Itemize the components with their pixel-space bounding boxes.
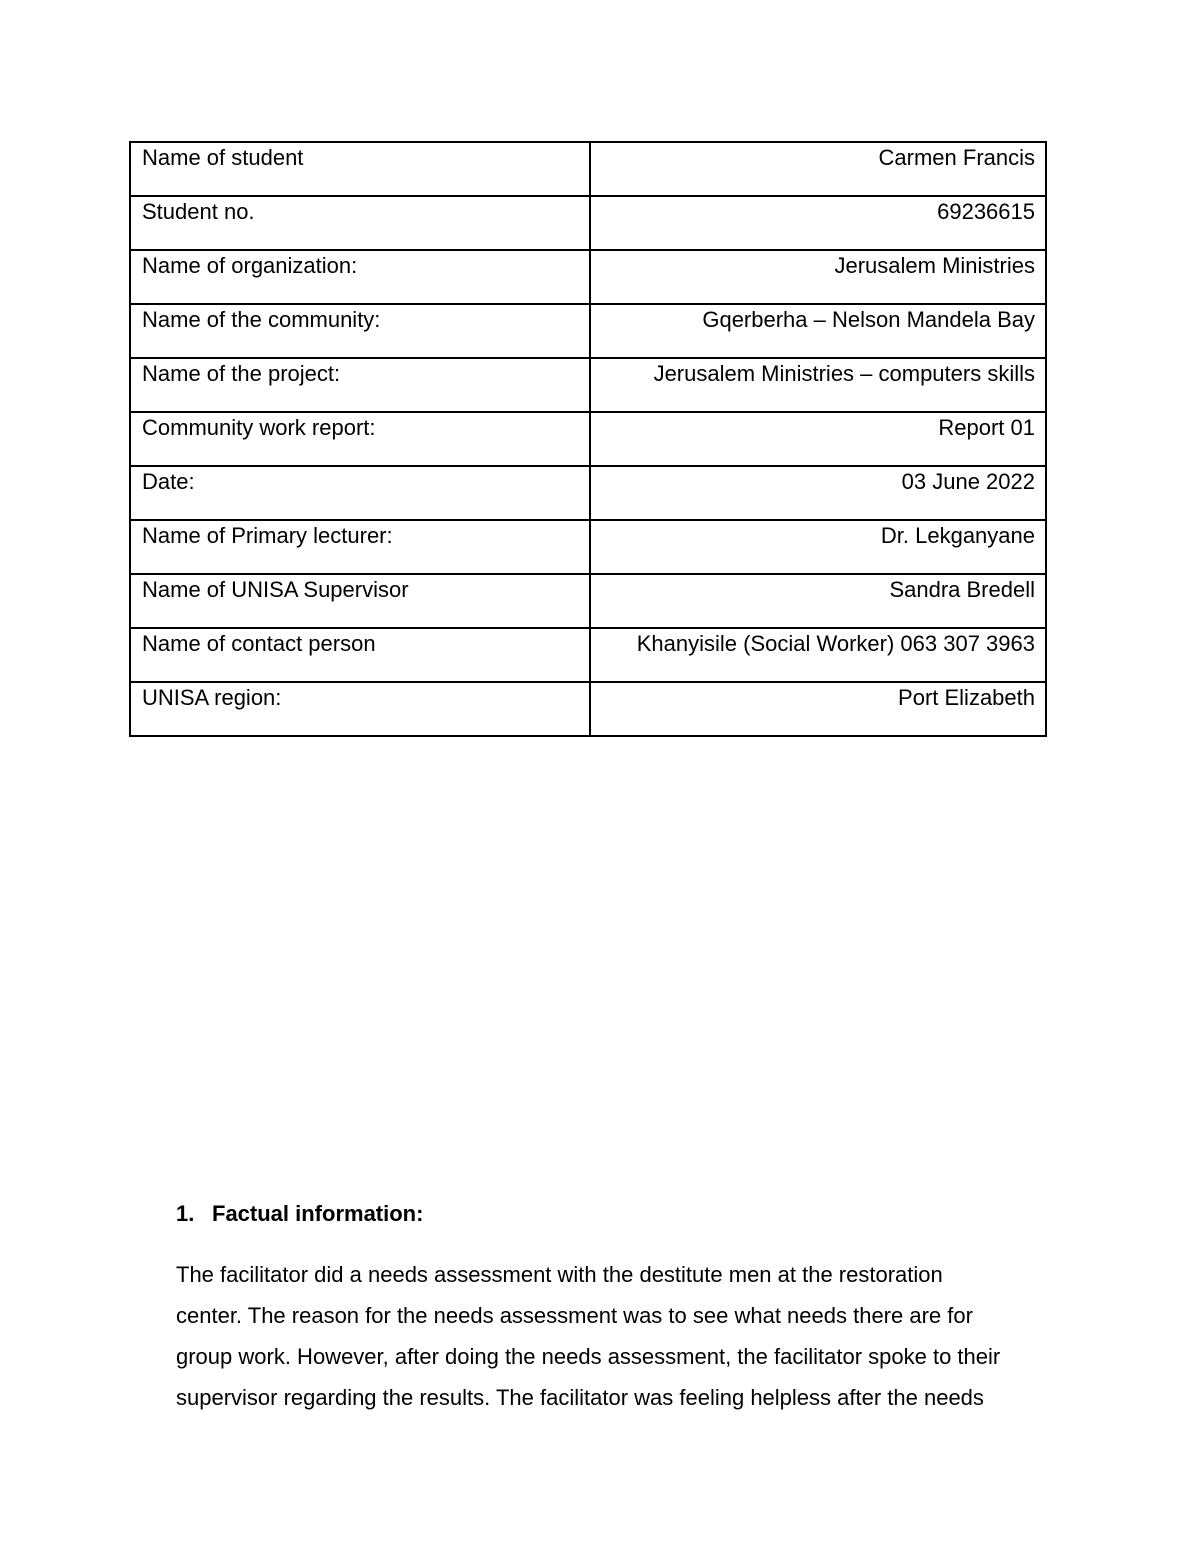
row-value: 69236615	[590, 196, 1046, 250]
section-title: Factual information:	[212, 1201, 424, 1226]
body-line: supervisor regarding the results. The facilitator was feeling helpless after the needs	[176, 1385, 984, 1410]
row-label: Community work report:	[130, 412, 590, 466]
table-row	[130, 250, 1046, 304]
section-number: 1.	[176, 1201, 195, 1226]
row-label: Name of contact person	[130, 628, 590, 682]
body-line: The facilitator did a needs assessment with the destitute men at the restoration	[176, 1262, 943, 1287]
row-label: UNISA region:	[130, 682, 590, 736]
row-value: Port Elizabeth	[590, 682, 1046, 736]
section-body	[176, 1254, 1066, 1418]
table-row	[130, 142, 1046, 196]
row-value: Khanyisile (Social Worker) 063 307 3963	[590, 628, 1046, 682]
table-row	[130, 412, 1046, 466]
table-row	[130, 628, 1046, 682]
row-label: Date:	[130, 466, 590, 520]
section-heading	[176, 1200, 423, 1228]
body-line: group work. However, after doing the needs assessment, the facilitator spoke to their	[176, 1344, 1001, 1369]
table-row	[130, 520, 1046, 574]
table-row	[130, 466, 1046, 520]
row-label: Name of UNISA Supervisor	[130, 574, 590, 628]
row-value: Report 01	[590, 412, 1046, 466]
row-value: Carmen Francis	[590, 142, 1046, 196]
row-value: Dr. Lekganyane	[590, 520, 1046, 574]
row-label: Name of student	[130, 142, 590, 196]
row-value: Sandra Bredell	[590, 574, 1046, 628]
row-value: 03 June 2022	[590, 466, 1046, 520]
table-row	[130, 574, 1046, 628]
row-label: Name of organization:	[130, 250, 590, 304]
table-row	[130, 358, 1046, 412]
table-row	[130, 196, 1046, 250]
row-label: Student no.	[130, 196, 590, 250]
row-label: Name of the project:	[130, 358, 590, 412]
table-row	[130, 304, 1046, 358]
body-line: center. The reason for the needs assessment was to see what needs there are for	[176, 1303, 973, 1328]
student-info-table	[129, 141, 1047, 737]
row-value: Jerusalem Ministries	[590, 250, 1046, 304]
row-label: Name of Primary lecturer:	[130, 520, 590, 574]
row-value: Jerusalem Ministries – computers skills	[590, 358, 1046, 412]
row-value: Gqerberha – Nelson Mandela Bay	[590, 304, 1046, 358]
table-row	[130, 682, 1046, 736]
row-label: Name of the community:	[130, 304, 590, 358]
